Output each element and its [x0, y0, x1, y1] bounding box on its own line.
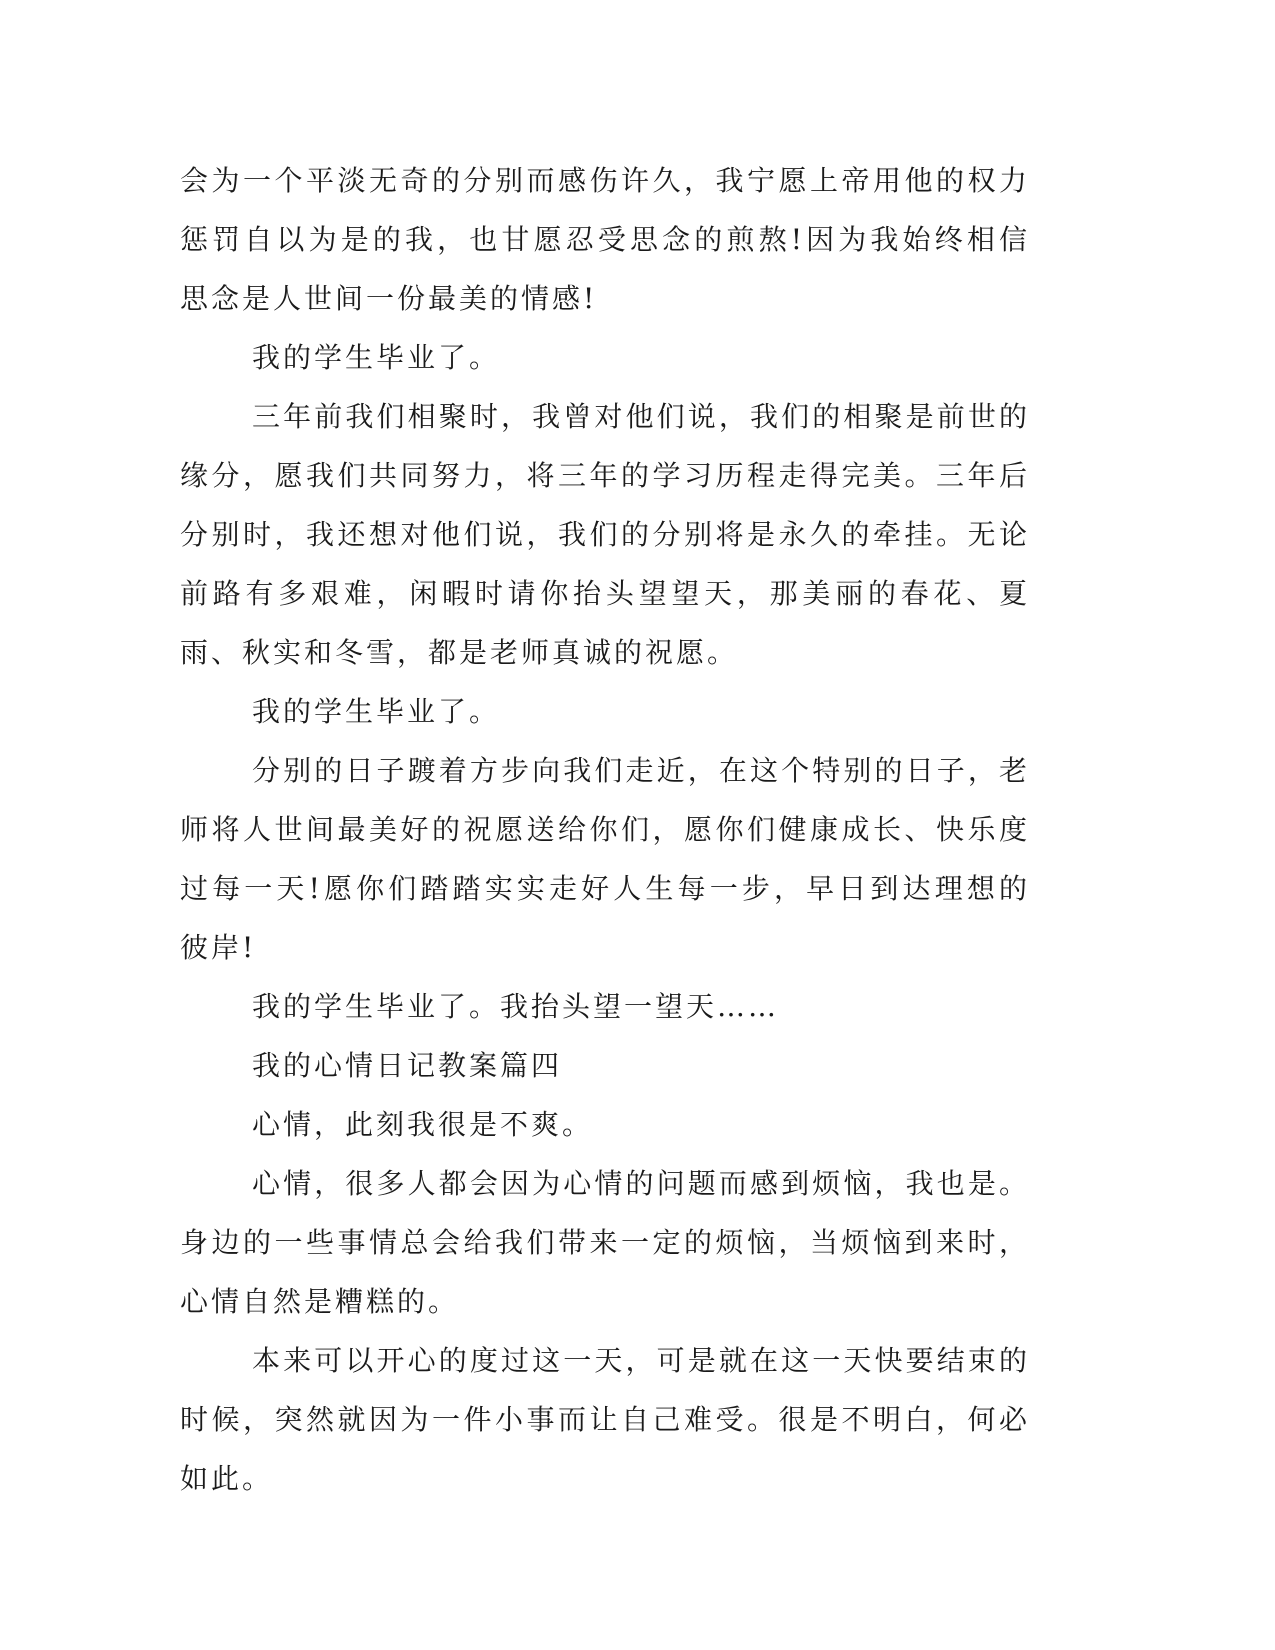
section-heading: 我的心情日记教案篇四 [252, 1049, 563, 1082]
paragraph: 会为一个平淡无奇的分别而感伤许久，我宁愿上帝用他的权力惩罚自以为是的我，也甘愿忍受思念的煎熬!因为我始终相信思念是人世间一份最美的情感! [180, 164, 1030, 315]
paragraph: 心情，很多人都会因为心情的问题而感到烦恼，我也是。身边的一些事情总会给我们带来一定的烦恼，当烦恼到来时，心情自然是糟糕的。 [180, 1167, 1030, 1318]
paragraph: 心情，此刻我很是不爽。 [252, 1108, 594, 1141]
paragraph: 我的学生毕业了。 [252, 341, 501, 374]
paragraph: 三年前我们相聚时，我曾对他们说，我们的相聚是前世的缘分，愿我们共同努力，将三年的学习历程走得完美。三年后分别时，我还想对他们说，我们的分别将是永久的牵挂。无论前路有多艰难，闲暇时请你抬头望望天，那美丽的春花、夏雨、秋实和冬雪，都是老师真诚的祝愿。 [180, 400, 1030, 669]
paragraph: 我的学生毕业了。我抬头望一望天…… [252, 990, 780, 1023]
paragraph: 本来可以开心的度过这一天，可是就在这一天快要结束的时候，突然就因为一件小事而让自己难受。很是不明白，何必如此。 [180, 1344, 1030, 1495]
paragraph: 我的学生毕业了。 [252, 695, 501, 728]
paragraph: 分别的日子踱着方步向我们走近，在这个特别的日子，老师将人世间最美好的祝愿送给你们，愿你们健康成长、快乐度过每一天!愿你们踏踏实实走好人生每一步，早日到达理想的彼岸! [180, 754, 1030, 964]
document-body [180, 151, 1030, 1508]
